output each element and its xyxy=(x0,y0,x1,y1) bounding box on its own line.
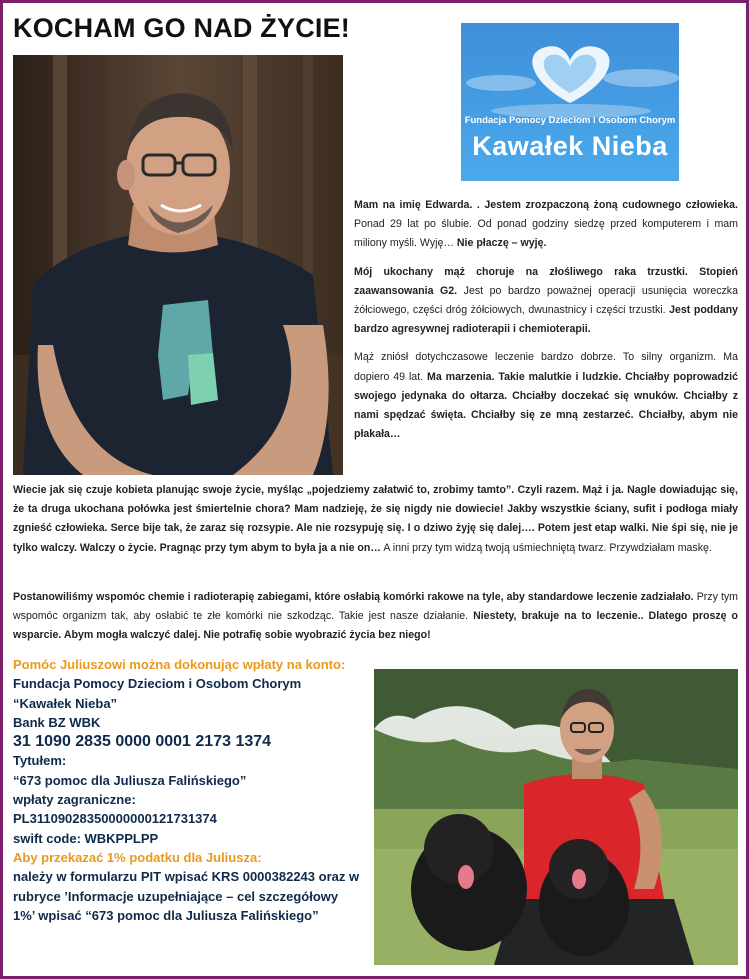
page-title: KOCHAM GO NAD ŻYCIE! xyxy=(13,13,350,43)
foreign-label: wpłaty zagraniczne: xyxy=(13,792,136,808)
tax-heading: Aby przekazać 1% podatku dla Juliusza: xyxy=(13,849,262,865)
text-run: Postanowiliśmy wspomóc chemie i radioterapię zabiegami, które osłabią komórki rakowe na tyle, aby standardowe leczenie zadziałało. xyxy=(13,591,694,603)
bank-name: Bank BZ WBK xyxy=(13,714,101,730)
text-run: Przy tym wspomóc organizm tak, aby osłabić te złe komórki nie szkodząc. Takie jest nasze działanie. xyxy=(13,591,739,623)
swift-code: swift code: WBKPPLPP xyxy=(13,830,159,846)
text-run: Jest poddany bardzo agresywnej radioterapii i chemioterapii. xyxy=(354,304,738,336)
text-run: Mam na imię Edwarda. . Jestem zrozpaczoną żoną cudownego człowieka. xyxy=(354,199,738,211)
text-run: Wiecie jak się czuje kobieta planując swoje życie, myśląc „pojedziemy załatwić to, zrobimy tamto”. Czyli razem. Mąż i ja. Nagle dowiadując się, że ta druga ukochana połówka jest śmiertelnie chora? Mam nadzieję, że się nigdy nie dowiecie! Jakby wszystkie ściany, sufit i podłoga miały zgnieść człowieka. Serce bije tak, że zaraz się rozsypie. Ale nie rozsypuję się. I o dziwo żyję się dalej…. Potem jest etap walki. Nie śpi się, nie je tylko walczy. Walczy o życie. Pragnąc przy tym abym to była ja a nie on… xyxy=(13,484,738,554)
text-run: Jest po bardzo poważnej operacji usunięcia woreczka żółciowego, części dróg żółciowych, dwunastnicy i części trzustki. xyxy=(354,284,738,317)
paragraph-1 xyxy=(354,196,738,254)
man-portrait-photo xyxy=(13,55,343,475)
iban: PL31109028350000000121731374 xyxy=(13,811,217,827)
text-run: Niestety, brakuje na to leczenie.. Dlatego proszę o wsparcie. Abym mogła walczyć dalej. Nie potrafię sobie wyobrazić życia bez niego! xyxy=(13,610,739,642)
text-run: Mąż zniósł dotychczasowe leczenie bardzo dobrze. To silny organizm. Ma dopiero 49 lat. xyxy=(354,351,738,383)
donation-heading: Pomóc Juliuszowi można dokonując wpłaty na konto: xyxy=(13,657,346,672)
text-run: A inni przy tym widzą twoją uśmiechniętą twarz. Przywdziałam maskę. xyxy=(380,541,712,554)
logo-name: Kawałek Nieba xyxy=(472,131,668,161)
text-run: Ponad 29 lat po ślubie. Od ponad godziny siedzę przed komputerem i mam miliony myśli. Wyję… xyxy=(354,218,738,250)
intro-text xyxy=(354,196,738,453)
title-label: Tytułem: xyxy=(13,753,67,769)
paragraph-3 xyxy=(354,348,738,444)
text-run: Nie płaczę – wyję. xyxy=(456,237,547,250)
paragraph-5-block xyxy=(13,588,738,646)
foundation-logo xyxy=(461,23,679,181)
logo-subtitle: Fundacja Pomocy Dzieciom i Osobom Chorym xyxy=(464,115,676,126)
title-value: “673 pomoc dla Juliusza Falińskiego” xyxy=(13,772,247,788)
paragraph-4-block xyxy=(13,481,738,558)
foundation-quoted: “Kawałek Nieba” xyxy=(13,695,118,711)
paragraph-4 xyxy=(13,481,738,558)
man-with-dogs-photo xyxy=(374,669,738,965)
paragraph-5 xyxy=(13,588,738,646)
text-run: Mój ukochany mąż choruje na złośliwego raka trzustki. Stopień zaawansowania G2. xyxy=(354,265,738,297)
foundation-name: Fundacja Pomocy Dzieciom i Osobom Chorym xyxy=(13,676,302,692)
paragraph-2 xyxy=(354,263,738,340)
donation-info xyxy=(13,655,363,925)
tax-text: należy w formularzu PIT wpisać KRS 0000382243 oraz w rubryce ’Informacje uzupełniające – cel szczegółowy 1%’ wpisać “673 pomoc dla Juliusza Falińskiego” xyxy=(13,869,360,923)
text-run: Ma marzenia. Takie malutkie i ludzkie. Chciałby poprowadzić swojego jedynaka do ołtarza. Chciałby doczekać się wnuków. Chciałby z nami spędzać święta. Chciałby się ze mną zestarzeć. Chciałby, abym nie płakała… xyxy=(354,370,738,441)
account-number: 31 1090 2835 0000 0001 2173 1374 xyxy=(13,733,272,751)
